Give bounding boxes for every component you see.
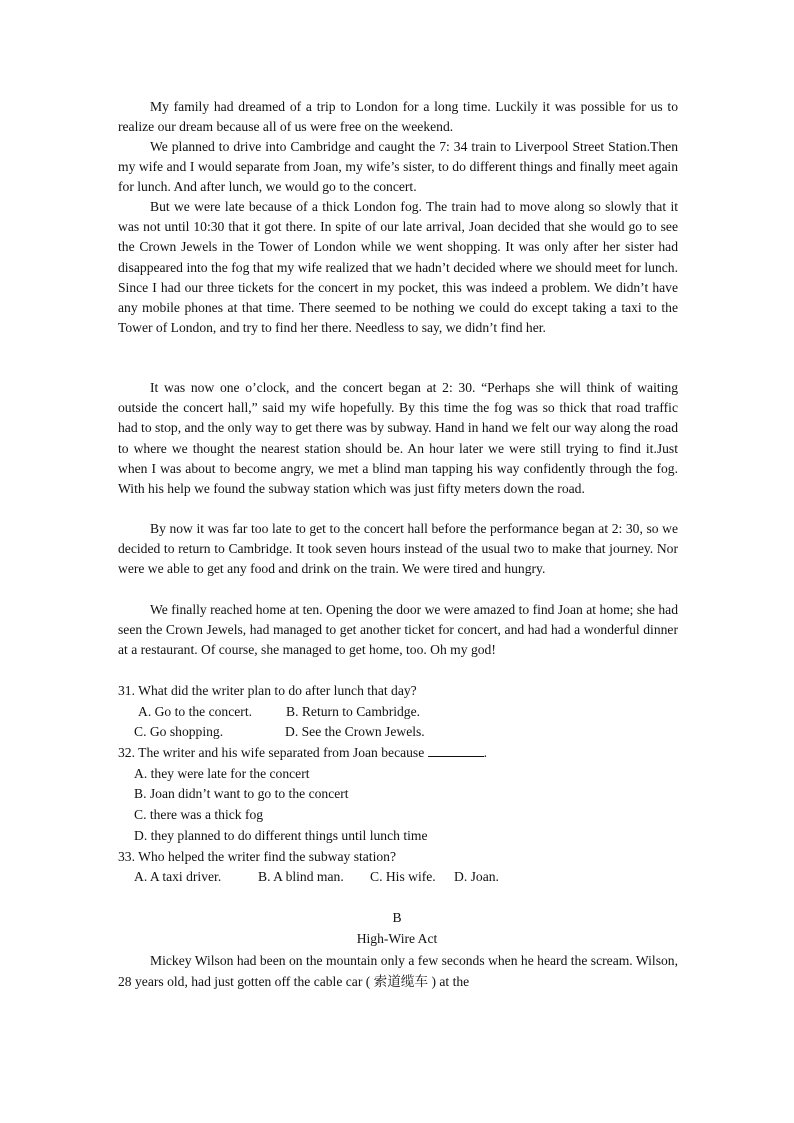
question-31-option-c: C. Go shopping. bbox=[134, 724, 224, 739]
question-32-option-a: A. they were late for the concert bbox=[134, 766, 310, 781]
question-33-option-d: D. Joan. bbox=[454, 869, 499, 884]
question-32-stem-text: 32. The writer and his wife separated from Joan because bbox=[118, 745, 425, 760]
question-33-option-a: A. A taxi driver. bbox=[134, 869, 222, 884]
answer-blank bbox=[428, 743, 484, 757]
passage-a-paragraph-2: We planned to drive into Cambridge and caught the 7: 34 train to Liverpool Street Station.Then my wife and I would separate from Joan, my wife’s sister, to do different things and finally meet again for lunch. And after lunch, we would go to the concert. bbox=[118, 139, 678, 195]
question-32-stem-end: . bbox=[483, 745, 488, 760]
passage-a-paragraph-4: It was now one o’clock, and the concert began at 2: 30. “Perhaps she will think of waiting outside the concert hall,” said my wife hopefully. By this time the fog was so thick that road traffic had to stop, and the only way to get there was by subway. Hand in hand we felt our way along the road to where we thought the nearest station should be. An hour later we were still trying to find it.Just when I was about to become angry, we met a blind man tapping his way confidently through the fog. With his help we found the subway station which was just fifty meters down the road. bbox=[118, 380, 678, 497]
question-32-option-b: B. Joan didn’t want to go to the concert bbox=[134, 786, 349, 801]
question-32-stem bbox=[118, 743, 487, 763]
question-33-option-c: C. His wife. bbox=[370, 869, 436, 884]
passage-a-paragraph-3: But we were late because of a thick London fog. The train had to move along so slowly that it was not until 10:30 that it got there. In spite of our late arrival, Joan decided that she would go to see the Crown Jewels in the Tower of London while we went shopping. It was only after her sister had disappeared into the fog that my wife realized that we hadn’t decided where we should meet for lunch. Since I had our three tickets for the concert in my pocket, this was indeed a problem. We didn’t have any mobile phones at that time. There seemed to be nothing we could do except taking a taxi to the Tower of London, and try to find her there. Needless to say, we didn’t find her. bbox=[118, 199, 678, 336]
question-32-option-c: C. there was a thick fog bbox=[134, 807, 264, 822]
section-letter: B bbox=[392, 910, 402, 925]
question-31-option-a: A. Go to the concert. bbox=[138, 704, 253, 719]
passage-a-paragraph-5: By now it was far too late to get to the concert hall before the performance began at 2: 30, so we decided to return to Cambridge. It took seven hours instead of the usual two to make that journey. Nor were we able to get any food and drink on the train. We were tired and hungry. bbox=[118, 521, 678, 577]
passage-a-paragraph-6: We finally reached home at ten. Opening the door we were amazed to find Joan at home; she had seen the Crown Jewels, had managed to get another ticket for concert, and had had a wonderful dinner at a restaurant. Of course, she managed to get home, too. Oh my god! bbox=[118, 602, 678, 658]
question-31-stem: 31. What did the writer plan to do after lunch that day? bbox=[118, 683, 417, 698]
question-32-option-d: D. they planned to do different things until lunch time bbox=[134, 828, 428, 843]
passage-a-paragraph-1: My family had dreamed of a trip to London for a long time. Luckily it was possible for us to realize our dream because all of us were free on the weekend. bbox=[118, 99, 678, 135]
question-33-stem: 33. Who helped the writer find the subway station? bbox=[118, 849, 396, 864]
question-33-option-b: B. A blind man. bbox=[258, 869, 344, 884]
passage-b-paragraph-1: Mickey Wilson had been on the mountain only a few seconds when he heard the scream. Wilson, 28 years old, had just gotten off the cable car ( 索道缆车 ) at the bbox=[118, 953, 678, 989]
question-31-option-d: D. See the Crown Jewels. bbox=[285, 724, 425, 739]
question-31-option-b: B. Return to Cambridge. bbox=[286, 704, 421, 719]
passage-b-title: High-Wire Act bbox=[356, 931, 438, 946]
